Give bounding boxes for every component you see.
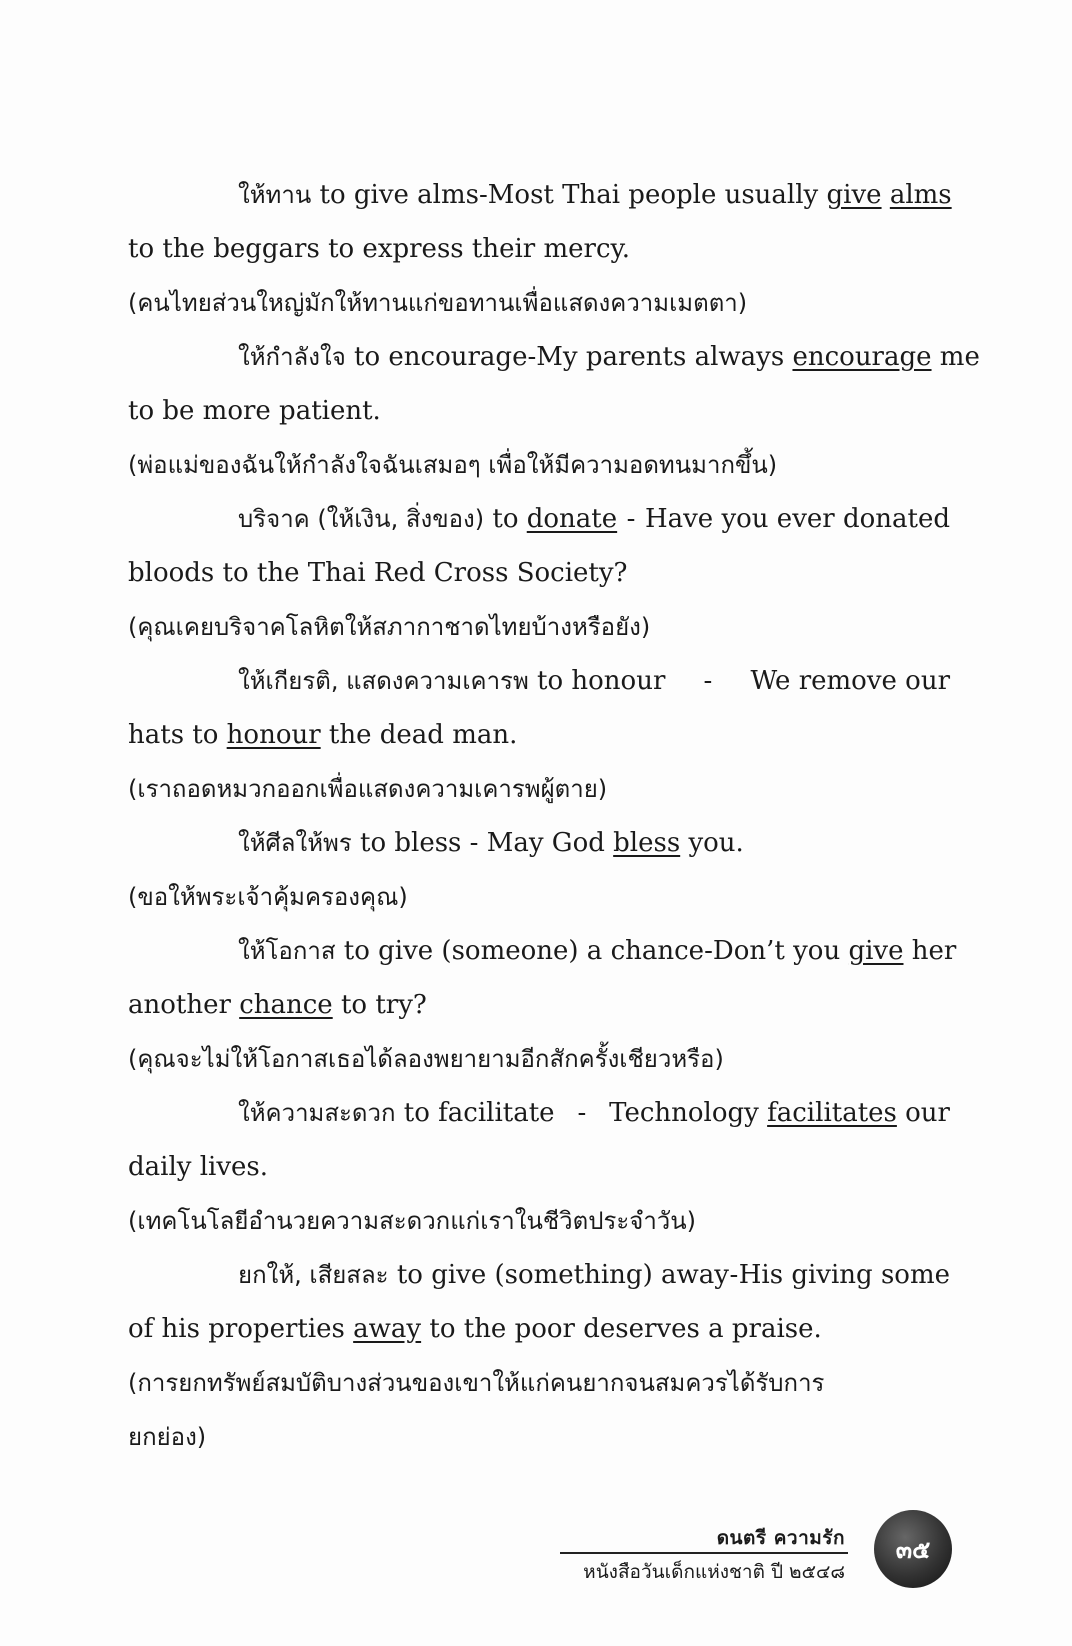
example-text: My parents always [536,342,785,372]
english-headword: to facilitate [403,1098,555,1128]
underlined-word: chance [239,990,333,1020]
thai-translation: (การยกทรัพย์สมบัติบางส่วนของเขาให้แก่คนยากจนสมควรได้รับการ [128,1369,825,1397]
example-text: His giving some [738,1260,950,1290]
thai-translation: (คุณเคยบริจาคโลหิตให้สภากาชาดไทยบ้างหรือยัง) [128,613,651,641]
entry-headline [128,168,950,222]
underlined-word: away [353,1314,422,1344]
underlined-word: encourage [792,342,932,372]
thai-headword: ให้ศีลให้พร [238,829,352,857]
example-text: our [905,1098,950,1128]
underlined-word: donate [526,504,618,534]
example-text: Have you ever donated [644,504,950,534]
example-text: May God [486,828,605,858]
entry-headline [128,654,950,708]
example-text: to the poor deserves a praise. [429,1314,822,1344]
example-continuation: to the beggars to express their mercy. [128,234,631,264]
example-continuation [128,708,950,762]
example-continuation: to be more patient. [128,396,381,426]
example-text: her [911,936,957,966]
english-headword: to give alms [319,180,479,210]
example-text: of his properties [128,1314,345,1344]
thai-headword: ให้เกียรติ, แสดงความเคารพ [238,667,529,695]
dash: - [729,1260,739,1290]
underlined-word: bless [613,828,681,858]
example-text: Most Thai people usually [487,180,819,210]
underlined-word: facilitates [767,1098,897,1128]
example-text: to try? [340,990,427,1020]
thai-headword: ยกให้, เสียสละ [238,1261,389,1289]
example-text: me [939,342,980,372]
thai-headword: บริจาค (ให้เงิน, สิ่งของ) [238,505,485,533]
dash: - [527,342,537,372]
example-text: We remove our [750,666,950,696]
example-text: hats to [128,720,219,750]
example-continuation: bloods to the Thai Red Cross Society? [128,558,628,588]
thai-headword: ให้โอกาส [238,937,336,965]
english-headword: to encourage [354,342,528,372]
example-text: the dead man. [328,720,518,750]
dash: - [479,180,488,210]
english-headword: to bless [360,828,462,858]
example-text: Technology [609,1098,759,1128]
dash: - [577,1098,587,1128]
book-subtitle: หนังสือวันเด็กแห่งชาติ ปี ๒๕๔๘ [583,1561,845,1583]
page-body [128,168,980,1464]
entry-headline [128,492,950,546]
dash: - [704,936,713,966]
entry-headline [128,816,950,870]
entry-headline [128,924,957,978]
example-text: you. [688,828,744,858]
page-number: ๓๕ [895,1535,931,1564]
thai-headword: ให้ทาน [238,181,312,209]
thai-translation: (เราถอดหมวกออกเพื่อแสดงความเคารพผู้ตาย) [128,775,608,803]
entry-headline [128,330,980,384]
example-continuation [128,1302,950,1356]
page-number-badge [874,1510,952,1588]
thai-translation: (พ่อแม่ของฉันให้กำลังใจฉันเสมอๆ เพื่อให้มีความอดทนมากขึ้น) [128,451,778,479]
thai-translation: (คุณจะไม่ให้โอกาสเธอได้ลองพยายามอีกสักครั้งเชียวหรือ) [128,1045,724,1073]
dash: - [703,666,713,696]
english-headword: to [492,504,519,534]
footer-divider [560,1552,848,1554]
underlined-word: give [826,180,882,210]
example-text: another [128,990,231,1020]
dash: - [626,504,636,534]
example-continuation [128,978,950,1032]
underlined-word: give [848,936,904,966]
example-text: Don’t you [712,936,841,966]
thai-translation: (ขอให้พระเจ้าคุ้มครองคุณ) [128,883,408,911]
english-headword: to give (something) away [396,1260,729,1290]
english-headword: to give (someone) a chance [343,936,705,966]
underlined-word: honour [226,720,321,750]
dash: - [469,828,479,858]
thai-headword: ให้กำลังใจ [238,343,346,371]
thai-translation-continuation: ยกย่อง) [128,1423,207,1451]
underlined-word: alms [889,180,952,210]
thai-translation: (คนไทยส่วนใหญ่มักให้ทานแก่ขอทานเพื่อแสดงความเมตตา) [128,289,748,317]
thai-translation: (เทคโนโลยีอำนวยความสะดวกแก่เราในชีวิตประจำวัน) [128,1207,697,1235]
english-headword: to honour [537,666,666,696]
entry-headline [128,1248,950,1302]
book-title: ดนตรี ความรัก [716,1527,845,1549]
entry-headline [128,1086,950,1140]
example-continuation: daily lives. [128,1152,269,1182]
thai-headword: ให้ความสะดวก [238,1099,396,1127]
